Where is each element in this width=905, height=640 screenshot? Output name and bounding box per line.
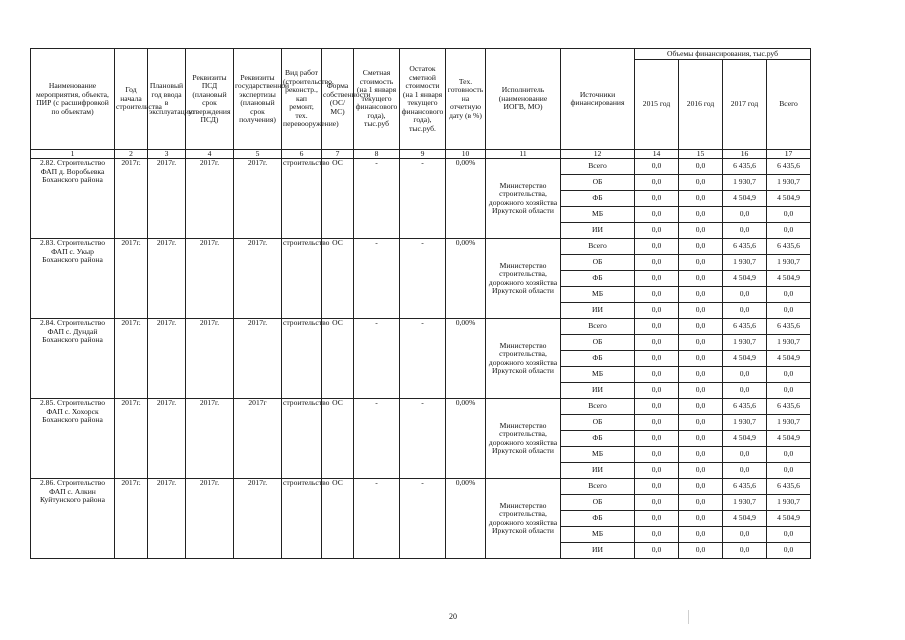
amount-2017: 0,0 [723, 527, 767, 543]
amount-2015: 0,0 [635, 271, 679, 287]
amount-2015: 0,0 [635, 511, 679, 527]
amount-2015: 0,0 [635, 431, 679, 447]
remaining-cost: - [400, 159, 446, 239]
ownership: ОС [322, 399, 354, 479]
amount-2017: 4 504,9 [723, 431, 767, 447]
amount-2016: 0,0 [679, 303, 723, 319]
amount-2017: 6 435,6 [723, 399, 767, 415]
psd-date: 2017г. [186, 399, 234, 479]
amount-2017: 4 504,9 [723, 271, 767, 287]
funding-source: ФБ [561, 271, 635, 287]
amount-2017: 6 435,6 [723, 159, 767, 175]
header-readiness: Тех. готовность на отчетную дату (в %) [446, 49, 486, 150]
amount-2016: 0,0 [679, 543, 723, 559]
column-number: 5 [234, 150, 282, 159]
amount-2017: 0,0 [723, 223, 767, 239]
amount-2016: 0,0 [679, 527, 723, 543]
amount-2017: 6 435,6 [723, 319, 767, 335]
header-2016: 2016 год [679, 60, 723, 150]
column-number: 16 [723, 150, 767, 159]
ownership: ОС [322, 159, 354, 239]
amount-total: 0,0 [767, 287, 811, 303]
funding-source: МБ [561, 207, 635, 223]
work-type: строительство [282, 479, 322, 559]
column-number: 2 [115, 150, 148, 159]
amount-2015: 0,0 [635, 383, 679, 399]
amount-2015: 0,0 [635, 319, 679, 335]
amount-2017: 0,0 [723, 383, 767, 399]
expertise-date: 2017г. [234, 479, 282, 559]
executor: Министерство строительства, дорожного хозяйства Иркутской области [486, 399, 561, 479]
funding-source: ИИ [561, 303, 635, 319]
amount-2017: 1 930,7 [723, 175, 767, 191]
funding-source: ОБ [561, 175, 635, 191]
readiness: 0,00% [446, 399, 486, 479]
funding-source: Всего [561, 399, 635, 415]
header-total: Всего [767, 60, 811, 150]
expertise-date: 2017г [234, 399, 282, 479]
amount-total: 6 435,6 [767, 239, 811, 255]
amount-2016: 0,0 [679, 319, 723, 335]
commission-year: 2017г. [148, 239, 186, 319]
amount-2017: 1 930,7 [723, 255, 767, 271]
amount-2016: 0,0 [679, 511, 723, 527]
executor: Министерство строительства, дорожного хозяйства Иркутской области [486, 239, 561, 319]
estimated-cost: - [354, 399, 400, 479]
estimated-cost: - [354, 239, 400, 319]
amount-total: 0,0 [767, 447, 811, 463]
amount-2017: 0,0 [723, 447, 767, 463]
column-number: 1 [31, 150, 115, 159]
table-row [31, 319, 811, 335]
amount-2016: 0,0 [679, 351, 723, 367]
amount-2015: 0,0 [635, 255, 679, 271]
amount-2017: 0,0 [723, 543, 767, 559]
amount-2015: 0,0 [635, 159, 679, 175]
amount-2017: 0,0 [723, 367, 767, 383]
commission-year: 2017г. [148, 159, 186, 239]
header-2015: 2015 год [635, 60, 679, 150]
funding-source: ФБ [561, 351, 635, 367]
amount-2015: 0,0 [635, 351, 679, 367]
amount-total: 1 930,7 [767, 255, 811, 271]
expertise-date: 2017г. [234, 239, 282, 319]
amount-2015: 0,0 [635, 463, 679, 479]
column-number: 8 [354, 150, 400, 159]
column-number: 4 [186, 150, 234, 159]
amount-2016: 0,0 [679, 191, 723, 207]
object-name: 2.85. Строительство ФАП с. Хохорск Боханского района [31, 399, 115, 479]
funding-source: Всего [561, 239, 635, 255]
ownership: ОС [322, 239, 354, 319]
amount-2015: 0,0 [635, 527, 679, 543]
amount-2015: 0,0 [635, 543, 679, 559]
scan-artifact [688, 610, 689, 624]
header-2017: 2017 год [723, 60, 767, 150]
amount-2016: 0,0 [679, 367, 723, 383]
amount-2015: 0,0 [635, 479, 679, 495]
amount-total: 6 435,6 [767, 479, 811, 495]
amount-2015: 0,0 [635, 223, 679, 239]
start-year: 2017г. [115, 159, 148, 239]
funding-source: МБ [561, 447, 635, 463]
amount-2016: 0,0 [679, 287, 723, 303]
amount-2015: 0,0 [635, 399, 679, 415]
funding-source: ОБ [561, 495, 635, 511]
amount-2015: 0,0 [635, 239, 679, 255]
funding-source: Всего [561, 319, 635, 335]
amount-2015: 0,0 [635, 175, 679, 191]
column-number: 12 [561, 150, 635, 159]
amount-2016: 0,0 [679, 383, 723, 399]
funding-source: МБ [561, 287, 635, 303]
amount-2016: 0,0 [679, 223, 723, 239]
column-number: 9 [400, 150, 446, 159]
psd-date: 2017г. [186, 239, 234, 319]
readiness: 0,00% [446, 319, 486, 399]
amount-2017: 1 930,7 [723, 415, 767, 431]
amount-2015: 0,0 [635, 335, 679, 351]
funding-source: ФБ [561, 431, 635, 447]
amount-total: 1 930,7 [767, 335, 811, 351]
commission-year: 2017г. [148, 399, 186, 479]
start-year: 2017г. [115, 399, 148, 479]
commission-year: 2017г. [148, 319, 186, 399]
executor: Министерство строительства, дорожного хозяйства Иркутской области [486, 479, 561, 559]
funding-source: ОБ [561, 335, 635, 351]
amount-2016: 0,0 [679, 335, 723, 351]
column-number: 11 [486, 150, 561, 159]
amount-2015: 0,0 [635, 191, 679, 207]
amount-2015: 0,0 [635, 367, 679, 383]
amount-total: 0,0 [767, 527, 811, 543]
amount-total: 6 435,6 [767, 399, 811, 415]
header-work-type: Вид работ (строительство, реконстр., кап ремонт, тех. перевооружение) [282, 49, 322, 150]
funding-source: ФБ [561, 191, 635, 207]
column-number: 14 [635, 150, 679, 159]
estimated-cost: - [354, 319, 400, 399]
amount-2017: 1 930,7 [723, 335, 767, 351]
amount-total: 0,0 [767, 543, 811, 559]
header-name: Наименование мероприятия, объекта, ПИР (с расшифровкой по объектам) [31, 49, 115, 150]
readiness: 0,00% [446, 479, 486, 559]
amount-2017: 0,0 [723, 463, 767, 479]
header-executor: Исполнитель (наименование ИОГВ, МО) [486, 49, 561, 150]
funding-source: ОБ [561, 415, 635, 431]
start-year: 2017г. [115, 319, 148, 399]
commission-year: 2017г. [148, 479, 186, 559]
estimated-cost: - [354, 159, 400, 239]
amount-total: 0,0 [767, 223, 811, 239]
column-number: 10 [446, 150, 486, 159]
table-body [31, 159, 811, 559]
amount-2017: 6 435,6 [723, 479, 767, 495]
header-expertise-requisites: Реквизиты государственной экспертизы (плановый срок получения) [234, 49, 282, 150]
amount-2016: 0,0 [679, 255, 723, 271]
amount-2016: 0,0 [679, 463, 723, 479]
funding-source: Всего [561, 479, 635, 495]
amount-2016: 0,0 [679, 479, 723, 495]
amount-2015: 0,0 [635, 287, 679, 303]
estimated-cost: - [354, 479, 400, 559]
amount-total: 1 930,7 [767, 495, 811, 511]
work-type: строительство [282, 399, 322, 479]
amount-total: 0,0 [767, 207, 811, 223]
work-type: строительство [282, 159, 322, 239]
amount-2017: 1 930,7 [723, 495, 767, 511]
amount-2016: 0,0 [679, 207, 723, 223]
amount-total: 0,0 [767, 463, 811, 479]
readiness: 0,00% [446, 159, 486, 239]
column-number: 17 [767, 150, 811, 159]
funding-source: ИИ [561, 383, 635, 399]
object-name: 2.82. Строительство ФАП д. Воробьевка Боханского района [31, 159, 115, 239]
amount-2015: 0,0 [635, 303, 679, 319]
amount-2017: 0,0 [723, 287, 767, 303]
amount-2016: 0,0 [679, 447, 723, 463]
amount-2015: 0,0 [635, 447, 679, 463]
amount-total: 0,0 [767, 383, 811, 399]
table-row [31, 239, 811, 255]
start-year: 2017г. [115, 479, 148, 559]
amount-total: 4 504,9 [767, 431, 811, 447]
object-name: 2.84. Строительство ФАП с. Дундай Боханского района [31, 319, 115, 399]
ownership: ОС [322, 479, 354, 559]
funding-source: Всего [561, 159, 635, 175]
start-year: 2017г. [115, 239, 148, 319]
amount-total: 0,0 [767, 303, 811, 319]
funding-source: ФБ [561, 511, 635, 527]
header-sources: Источники финансирования [561, 49, 635, 150]
work-type: строительство [282, 319, 322, 399]
header-ownership: Форма собственности (ОС/МС) [322, 49, 354, 150]
amount-2017: 0,0 [723, 207, 767, 223]
amount-total: 4 504,9 [767, 271, 811, 287]
header-row-top [31, 49, 811, 60]
amount-2016: 0,0 [679, 239, 723, 255]
amount-total: 4 504,9 [767, 511, 811, 527]
amount-2017: 0,0 [723, 303, 767, 319]
header-remaining-cost: Остаток сметной стоимости (на 1 января текущего финансового года), тыс.руб. [400, 49, 446, 150]
funding-source: ИИ [561, 543, 635, 559]
column-number: 6 [282, 150, 322, 159]
amount-total: 6 435,6 [767, 159, 811, 175]
page-number: 20 [449, 612, 457, 621]
expertise-date: 2017г. [234, 159, 282, 239]
amount-2017: 4 504,9 [723, 191, 767, 207]
amount-2016: 0,0 [679, 175, 723, 191]
amount-2017: 4 504,9 [723, 511, 767, 527]
funding-source: ИИ [561, 223, 635, 239]
table-row [31, 159, 811, 175]
amount-total: 6 435,6 [767, 319, 811, 335]
funding-source: МБ [561, 367, 635, 383]
amount-2017: 6 435,6 [723, 239, 767, 255]
object-name: 2.83. Строительство ФАП с. Укыр Боханского района [31, 239, 115, 319]
table-row [31, 479, 811, 495]
table-row [31, 399, 811, 415]
amount-2015: 0,0 [635, 495, 679, 511]
amount-2015: 0,0 [635, 207, 679, 223]
header-psd-requisites: Реквизиты ПСД (плановый срок утверждения ПСД) [186, 49, 234, 150]
amount-2016: 0,0 [679, 399, 723, 415]
readiness: 0,00% [446, 239, 486, 319]
object-name: 2.86. Строительство ФАП с. Алкин Куйтунского района [31, 479, 115, 559]
remaining-cost: - [400, 399, 446, 479]
amount-2016: 0,0 [679, 159, 723, 175]
header-commission-year: Плановый год ввода в эксплуатацию [148, 49, 186, 150]
remaining-cost: - [400, 319, 446, 399]
amount-2015: 0,0 [635, 415, 679, 431]
amount-2016: 0,0 [679, 495, 723, 511]
column-number: 3 [148, 150, 186, 159]
work-type: строительство [282, 239, 322, 319]
header-funding-group: Объемы финансирования, тыс.руб [635, 49, 811, 60]
expertise-date: 2017г. [234, 319, 282, 399]
psd-date: 2017г. [186, 319, 234, 399]
investment-program-table [30, 48, 811, 559]
header-start-year: Год начала строительства [115, 49, 148, 150]
psd-date: 2017г. [186, 159, 234, 239]
amount-2017: 4 504,9 [723, 351, 767, 367]
funding-source: ОБ [561, 255, 635, 271]
remaining-cost: - [400, 479, 446, 559]
amount-2016: 0,0 [679, 271, 723, 287]
ownership: ОС [322, 319, 354, 399]
column-number: 7 [322, 150, 354, 159]
funding-source: МБ [561, 527, 635, 543]
funding-source: ИИ [561, 463, 635, 479]
remaining-cost: - [400, 239, 446, 319]
amount-total: 0,0 [767, 367, 811, 383]
executor: Министерство строительства, дорожного хозяйства Иркутской области [486, 159, 561, 239]
column-number: 15 [679, 150, 723, 159]
amount-total: 4 504,9 [767, 351, 811, 367]
amount-total: 4 504,9 [767, 191, 811, 207]
psd-date: 2017г. [186, 479, 234, 559]
amount-total: 1 930,7 [767, 175, 811, 191]
executor: Министерство строительства, дорожного хозяйства Иркутской области [486, 319, 561, 399]
amount-total: 1 930,7 [767, 415, 811, 431]
header-estimated-cost: Сметная стоимость (на 1 января текущего финансового года), тыс.руб [354, 49, 400, 150]
amount-2016: 0,0 [679, 431, 723, 447]
amount-2016: 0,0 [679, 415, 723, 431]
